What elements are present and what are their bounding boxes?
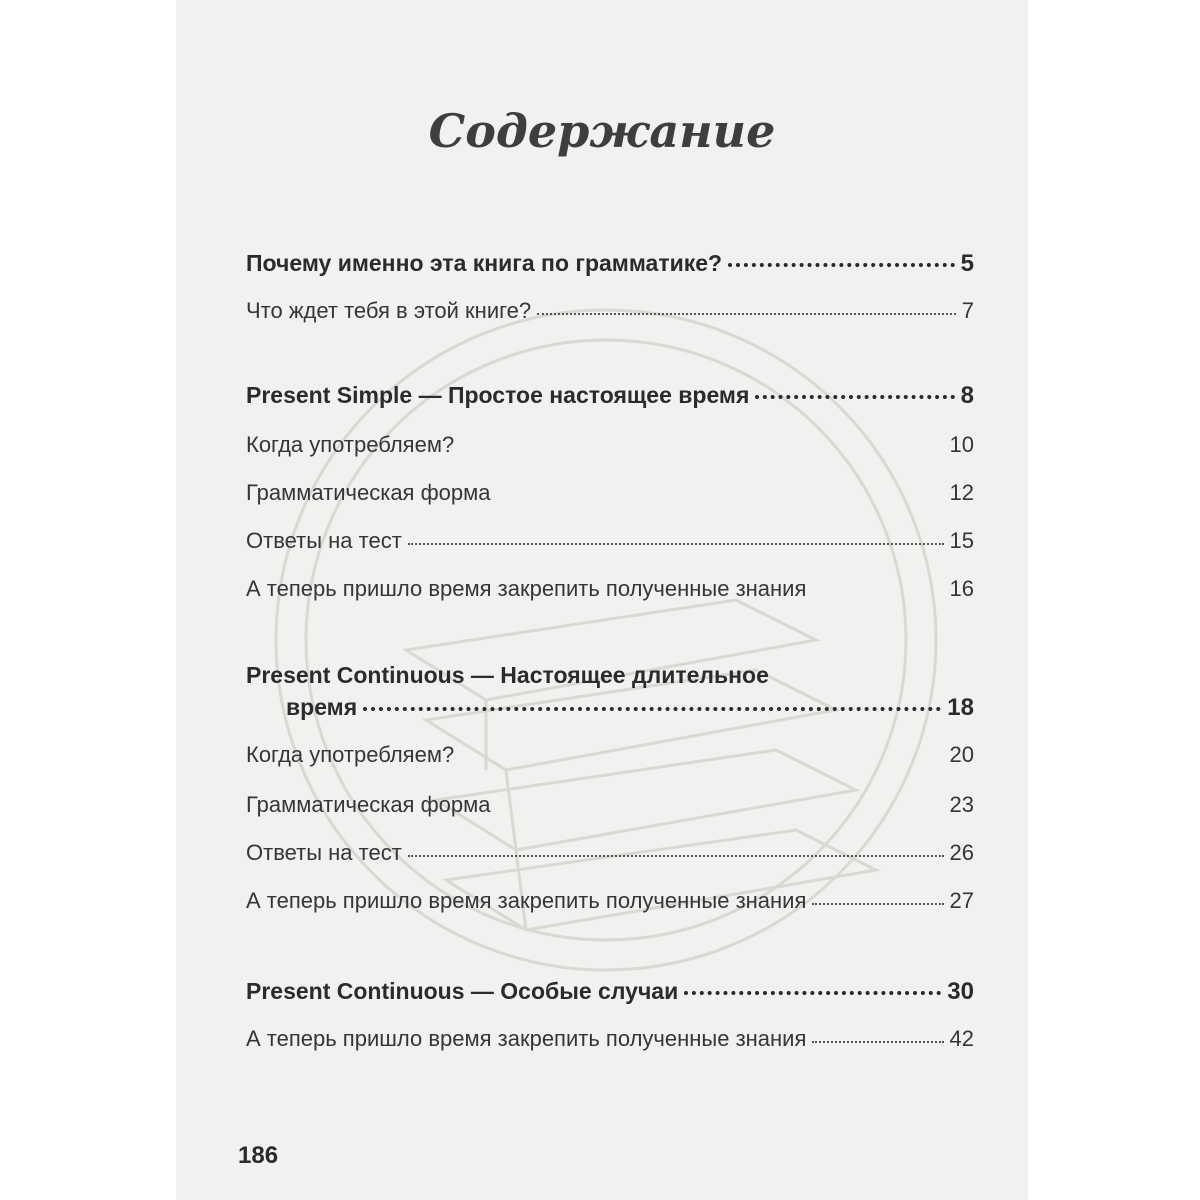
toc-entry[interactable] bbox=[246, 576, 974, 602]
toc-entry[interactable] bbox=[246, 888, 974, 914]
toc-entry[interactable] bbox=[246, 792, 974, 818]
toc-entry-page: 23 bbox=[949, 792, 974, 817]
toc-entry-page: 26 bbox=[949, 840, 974, 865]
dot-leader bbox=[408, 855, 944, 857]
toc-entry-label: Грамматическая форма bbox=[246, 480, 491, 505]
toc-entry-page: 16 bbox=[949, 576, 974, 601]
toc-entry[interactable] bbox=[246, 840, 974, 866]
toc-entry-page: 30 bbox=[947, 978, 974, 1005]
page-number: 186 bbox=[238, 1142, 279, 1169]
toc-entry[interactable] bbox=[246, 742, 974, 768]
toc-entry[interactable] bbox=[246, 978, 974, 1006]
toc-entry-page: 27 bbox=[949, 888, 974, 913]
dot-leader bbox=[728, 263, 955, 267]
toc-entry-page: 18 bbox=[947, 694, 974, 721]
toc-entry-page: 42 bbox=[949, 1026, 974, 1051]
toc-entry-label-line1[interactable]: Present Continuous — Настоящее длительное bbox=[246, 662, 769, 688]
dot-leader bbox=[408, 543, 944, 545]
toc-entry-label: Когда употребляем? bbox=[246, 432, 455, 457]
toc-entry[interactable] bbox=[246, 250, 974, 278]
toc-entry-page: 8 bbox=[960, 382, 974, 409]
toc-entry-label: Почему именно эта книга по грамматике? bbox=[246, 250, 723, 276]
book-page bbox=[176, 0, 1028, 1200]
toc-entry[interactable] bbox=[286, 694, 974, 722]
dot-leader bbox=[755, 395, 954, 399]
toc-entry-page: 20 bbox=[949, 742, 974, 767]
toc-entry-label: Present Continuous — Особые случаи bbox=[246, 978, 679, 1004]
toc-entry-label: А теперь пришло время закрепить полученные знания bbox=[246, 888, 807, 913]
toc-entry-label: А теперь пришло время закрепить полученные знания bbox=[246, 576, 807, 601]
toc-entry[interactable] bbox=[246, 480, 974, 506]
dot-leader bbox=[684, 991, 941, 995]
toc-entry-label: Когда употребляем? bbox=[246, 742, 455, 767]
toc-entry-label: Грамматическая форма bbox=[246, 792, 491, 817]
toc-entry-label: Present Simple — Простое настоящее время bbox=[246, 382, 750, 408]
toc-entry-page: 5 bbox=[960, 250, 974, 277]
toc-entry-page: 15 bbox=[949, 528, 974, 553]
toc-entry-label: Что ждет тебя в этой книге? bbox=[246, 298, 532, 323]
toc-entry[interactable] bbox=[246, 298, 974, 324]
toc-entry[interactable] bbox=[246, 432, 974, 458]
toc-title: Содержание bbox=[428, 104, 776, 158]
toc-entry[interactable] bbox=[246, 528, 974, 554]
toc-entry-label: А теперь пришло время закрепить полученные знания bbox=[246, 1026, 807, 1051]
toc-entry-page: 7 bbox=[961, 298, 974, 323]
dot-leader bbox=[812, 903, 943, 905]
toc-entry-page: 10 bbox=[949, 432, 974, 457]
toc-entry-label: Ответы на тест bbox=[246, 528, 402, 553]
dot-leader bbox=[537, 313, 956, 315]
dot-leader bbox=[812, 1041, 943, 1043]
dot-leader bbox=[363, 707, 941, 711]
toc-entry-label-line2: время bbox=[286, 694, 358, 720]
toc-entry-label: Ответы на тест bbox=[246, 840, 402, 865]
toc-entry-page: 12 bbox=[949, 480, 974, 505]
toc-entry[interactable] bbox=[246, 382, 974, 410]
toc-entry[interactable] bbox=[246, 1026, 974, 1052]
